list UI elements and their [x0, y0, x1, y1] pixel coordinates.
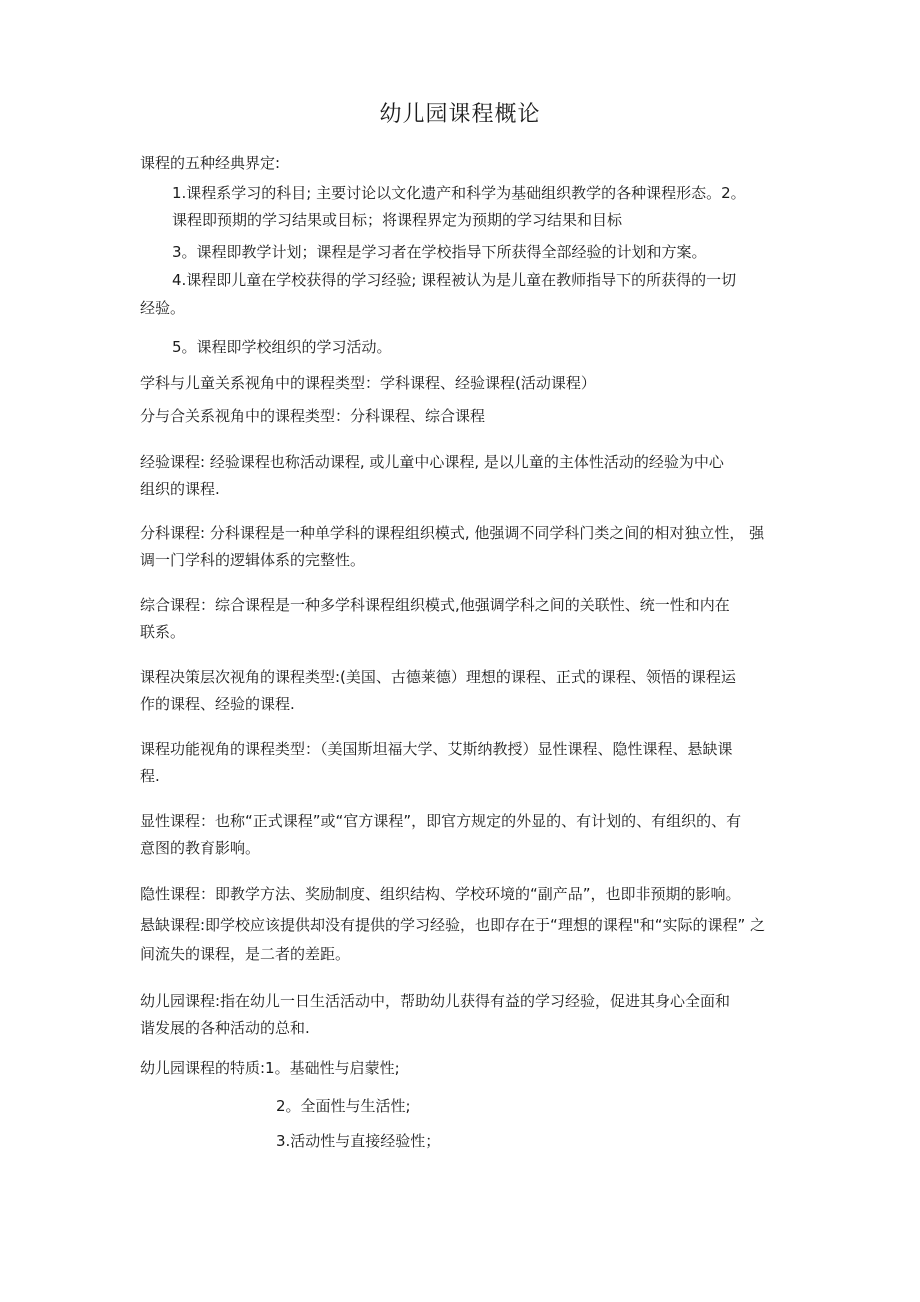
- paragraph-line: 经验。: [140, 299, 186, 317]
- paragraph-line: 3。课程即教学计划；课程是学习者在学校指导下所获得全部经验的计划和方案。: [172, 243, 707, 261]
- paragraph-line: 2。全面性与生活性;: [276, 1097, 411, 1115]
- paragraph-line: 意图的教育影响。: [140, 839, 261, 857]
- paragraph-line: 课程的五种经典界定:: [140, 154, 281, 172]
- paragraph-line: 5。课程即学校组织的学习活动。: [172, 338, 392, 356]
- paragraph-line: 4.课程即儿童在学校获得的学习经验; 课程被认为是儿童在教师指导下的所获得的一切: [172, 271, 737, 289]
- paragraph-line: 学科与儿童关系视角中的课程类型：学科课程、经验课程(活动课程）: [140, 374, 596, 392]
- paragraph-line: 分科课程: 分科课程是一种单学科的课程组织模式, 他强调不同学科门类之间的相对独立性， 强: [140, 524, 765, 542]
- paragraph-line: 课程即预期的学习结果或目标；将课程界定为预期的学习结果和目标: [172, 211, 623, 229]
- paragraph-line: 悬缺课程:即学校应该提供却没有提供的学习经验，也即存在于“理想的课程"和“实际的课程” 之: [140, 916, 766, 934]
- paragraph-line: 1.课程系学习的科目; 主要讨论以文化遗产和科学为基础组织教学的各种课程形态。2。: [172, 184, 746, 202]
- paragraph-line: 联系。: [140, 623, 186, 641]
- paragraph-line: 作的课程、经验的课程.: [140, 695, 295, 713]
- paragraph-line: 课程决策层次视角的课程类型:(美国、古德莱德）理想的课程、正式的课程、领悟的课程运: [140, 668, 736, 686]
- paragraph-line: 幼儿园课程的特质:1。基础性与启蒙性;: [140, 1059, 400, 1077]
- paragraph-line: 隐性课程：即教学方法、奖励制度、组织结构、学校环境的“副产品”，也即非预期的影响。: [140, 885, 741, 903]
- paragraph-line: 分与合关系视角中的课程类型：分科课程、综合课程: [140, 407, 486, 425]
- paragraph-line: 课程功能视角的课程类型：（美国斯坦福大学、艾斯纳教授）显性课程、隐性课程、悬缺课: [140, 740, 733, 758]
- paragraph-line: 经验课程: 经验课程也称活动课程, 或儿童中心课程, 是以儿童的主体性活动的经验为中心: [140, 453, 724, 471]
- paragraph-line: 程.: [140, 767, 160, 785]
- document-title: 幼儿园课程概论: [379, 102, 541, 127]
- paragraph-line: 谐发展的各种活动的总和.: [140, 1019, 310, 1037]
- paragraph-line: 综合课程：综合课程是一种多学科课程组织模式,他强调学科之间的关联性、统一性和内在: [140, 596, 730, 614]
- paragraph-line: 组织的课程.: [140, 480, 220, 498]
- paragraph-line: 间流失的课程，是二者的差距。: [140, 945, 351, 963]
- paragraph-line: 幼儿园课程:指在幼儿一日生活活动中，帮助幼儿获得有益的学习经验，促进其身心全面和: [140, 992, 731, 1010]
- paragraph-line: 3.活动性与直接经验性；: [276, 1132, 441, 1150]
- paragraph-line: 显性课程：也称“正式课程”或“官方课程”，即官方规定的外显的、有计划的、有组织的、有: [140, 812, 742, 830]
- paragraph-line: 调一门学科的逻辑体系的完整性。: [140, 551, 366, 569]
